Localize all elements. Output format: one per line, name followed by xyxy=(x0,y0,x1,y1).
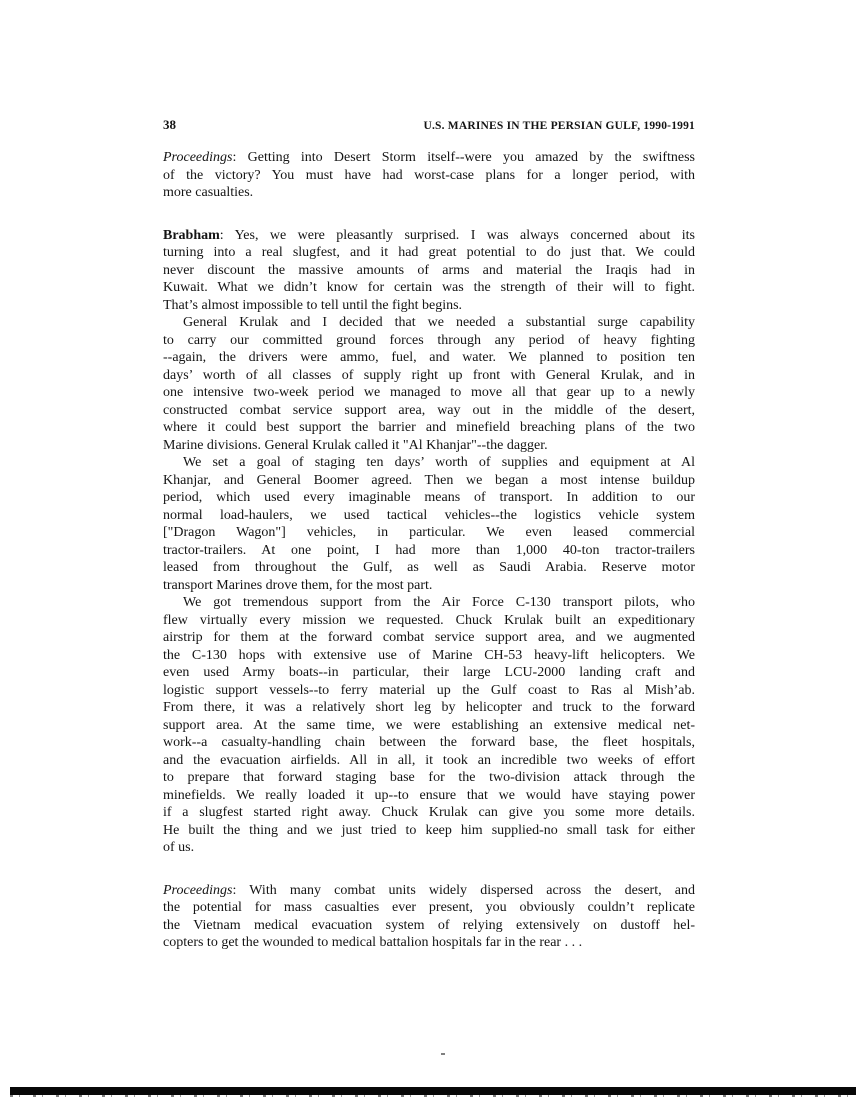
text-line: to carry our committed ground forces through any period of heavy fighting xyxy=(163,332,695,348)
text-line: Khanjar, and General Boomer agreed. Then we began a most intense buildup xyxy=(163,472,695,488)
page-header xyxy=(163,117,695,133)
running-header: U.S. MARINES IN THE PERSIAN GULF, 1990-1991 xyxy=(423,120,695,132)
speaker-label: Proceedings xyxy=(163,882,233,898)
text-line: work--a casualty-handling chain between the forward base, the fleet hospitals, xyxy=(163,735,695,750)
paragraph-answer-1c xyxy=(163,454,695,594)
text-line: --again, the drivers were ammo, fuel, and water. We planned to position ten xyxy=(163,350,695,365)
text-line: turning into a real slugfest, and it had great potential to do just that. We could xyxy=(163,245,695,260)
text-line: the C-130 hops with extensive use of Marine CH-53 heavy-lift helicopters. We xyxy=(163,647,695,663)
text-line: transport Marines drove them, for the most part. xyxy=(163,577,433,593)
text-line: support area. At the same time, we were establishing an extensive medical net- xyxy=(163,717,695,733)
text-line: Brabham: Yes, we were pleasantly surprised. I was always concerned about its xyxy=(163,227,695,243)
text-line: minefields. We really loaded it up--to ensure that we would have staying power xyxy=(163,787,695,803)
paragraph-question-2 xyxy=(163,882,695,952)
text-line: the Vietnam medical evacuation system of relying extensively on dustoff hel- xyxy=(163,917,695,933)
paragraph-question-1 xyxy=(163,149,695,202)
text-line: That’s almost impossible to tell until the fight begins. xyxy=(163,297,463,313)
scan-speck xyxy=(441,1053,445,1055)
text-line: We got tremendous support from the Air Force C-130 transport pilots, who xyxy=(183,595,695,610)
paragraph-answer-1a xyxy=(163,227,695,315)
text-line: days’ worth of all classes of supply right up front with General Krulak, and in xyxy=(163,367,695,383)
text-line: more casualties. xyxy=(163,185,254,200)
text-block xyxy=(163,117,695,952)
text-line: He built the thing and we just tried to keep him supplied-no small task for either xyxy=(163,822,695,838)
text-line: Kuwait. What we didn’t know for certain was the strength of their will to fight. xyxy=(163,280,695,295)
text-line: logistic support vessels--to ferry material up the Gulf coast to Ras al Mish’ab. xyxy=(163,682,695,698)
text-line: the potential for mass casualties ever present, you obviously couldn’t replicate xyxy=(163,900,695,915)
text-line: and the evacuation airfields. All in all, it took an incredible two weeks of effort xyxy=(163,752,695,768)
speaker-label: Proceedings xyxy=(163,150,233,165)
paragraph-answer-1d xyxy=(163,594,695,857)
text-line: tractor-trailers. At one point, I had more than 1,000 40-ton tractor-trailers xyxy=(163,542,695,558)
body-text xyxy=(163,149,695,952)
text-line: leased from throughout the Gulf, as well as Saudi Arabia. Reserve motor xyxy=(163,560,695,575)
text-line: Proceedings: Getting into Desert Storm itself--were you amazed by the swiftness xyxy=(163,150,696,165)
speaker-label: Brabham xyxy=(163,227,220,243)
text-line: to prepare that forward staging base for the two-division attack through the xyxy=(163,770,695,785)
text-line: Proceedings: With many combat units widely dispersed across the desert, and xyxy=(163,882,695,898)
text-line: never discount the massive amounts of arms and material the Iraqis had in xyxy=(163,262,695,278)
text-line: Marine divisions. General Krulak called it "Al Khanjar"--the dagger. xyxy=(163,437,548,453)
text-line: of the victory? You must have had worst-case plans for a longer period, with xyxy=(163,167,695,183)
text-line: if a slugfest started right away. Chuck Krulak can give you some more details. xyxy=(163,805,695,820)
page-number: 38 xyxy=(163,117,176,132)
text-line: constructed combat service support area, way out in the middle of the desert, xyxy=(163,402,695,418)
scan-artifact-bar xyxy=(10,1087,856,1095)
text-line: of us. xyxy=(163,840,195,855)
text-line: one intensive two-week period we managed to move all that gear up to a newly xyxy=(163,385,695,400)
text-line: copters to get the wounded to medical battalion hospitals far in the rear . . . xyxy=(163,935,583,950)
text-line: period, which used every imaginable means of transport. In addition to our xyxy=(163,490,695,505)
paragraph-answer-1b xyxy=(163,314,695,454)
text-line: We set a goal of staging ten days’ worth of supplies and equipment at Al xyxy=(183,455,695,470)
text-line: even used Army boats--in particular, their large LCU-2000 landing craft and xyxy=(163,665,695,680)
text-line: General Krulak and I decided that we needed a substantial surge capability xyxy=(183,315,695,330)
text-line: ["Dragon Wagon"] vehicles, in particular. We even leased commercial xyxy=(163,525,695,540)
text-line: From there, it was a relatively short leg by helicopter and truck to the forward xyxy=(163,700,695,715)
text-line: flew virtually every mission we requested. Chuck Krulak built an expeditionary xyxy=(163,612,695,628)
text-line: normal load-haulers, we used tactical vehicles--the logistics vehicle system xyxy=(163,507,695,523)
text-line: where it could best support the barrier and minefield breaching plans of the two xyxy=(163,420,695,435)
text-line: airstrip for them at the forward combat service support area, and we augmented xyxy=(163,630,695,645)
